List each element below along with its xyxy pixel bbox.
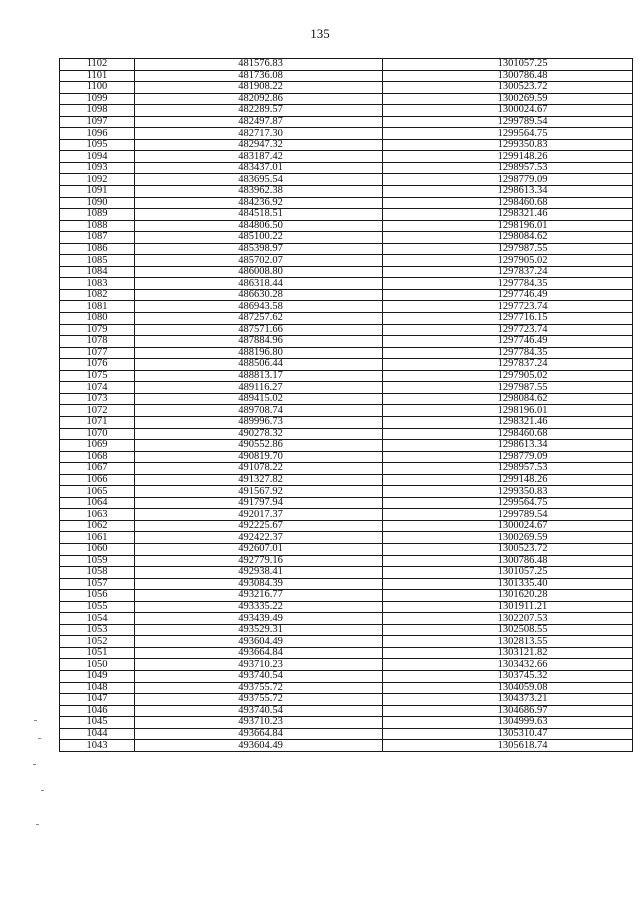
y-coordinate-cell: 1299148.26 — [383, 151, 633, 163]
y-coordinate-cell: 1302508.55 — [383, 624, 633, 636]
table-row — [60, 162, 633, 174]
table-row — [60, 670, 633, 682]
y-coordinate-cell: 1299350.83 — [383, 486, 633, 498]
table-row — [60, 393, 633, 405]
point-number-cell: 1073 — [60, 393, 135, 405]
x-coordinate-cell: 487257.62 — [135, 313, 383, 325]
table-row — [60, 497, 633, 509]
table-row — [60, 70, 633, 82]
point-number-cell: 1080 — [60, 313, 135, 325]
point-number-cell: 1083 — [60, 278, 135, 290]
point-number-cell: 1087 — [60, 232, 135, 244]
x-coordinate-cell: 487884.96 — [135, 336, 383, 348]
y-coordinate-cell: 1301620.28 — [383, 590, 633, 602]
point-number-cell: 1043 — [60, 740, 135, 752]
point-number-cell: 1098 — [60, 105, 135, 117]
y-coordinate-cell: 1297987.55 — [383, 382, 633, 394]
table-row — [60, 186, 633, 198]
x-coordinate-cell: 483695.54 — [135, 174, 383, 186]
y-coordinate-cell: 1304686.97 — [383, 705, 633, 717]
x-coordinate-cell: 489116.27 — [135, 382, 383, 394]
y-coordinate-cell: 1305310.47 — [383, 728, 633, 740]
x-coordinate-cell: 484806.50 — [135, 220, 383, 232]
table-row — [60, 567, 633, 579]
table-row — [60, 682, 633, 694]
y-coordinate-cell: 1297837.24 — [383, 266, 633, 278]
table-row — [60, 555, 633, 567]
point-number-cell: 1076 — [60, 359, 135, 371]
table-row — [60, 694, 633, 706]
y-coordinate-cell: 1301335.40 — [383, 578, 633, 590]
point-number-cell: 1070 — [60, 428, 135, 440]
x-coordinate-cell: 493755.72 — [135, 694, 383, 706]
point-number-cell: 1094 — [60, 151, 135, 163]
point-number-cell: 1064 — [60, 497, 135, 509]
page-number: 135 — [310, 26, 330, 41]
point-number-cell: 1077 — [60, 347, 135, 359]
table-row — [60, 151, 633, 163]
x-coordinate-cell: 484236.92 — [135, 197, 383, 209]
x-coordinate-cell: 483437.01 — [135, 162, 383, 174]
point-number-cell: 1101 — [60, 70, 135, 82]
y-coordinate-cell: 1299148.26 — [383, 474, 633, 486]
table-row — [60, 301, 633, 313]
y-coordinate-cell: 1300786.48 — [383, 555, 633, 567]
point-number-cell: 1082 — [60, 289, 135, 301]
table-row — [60, 624, 633, 636]
y-coordinate-cell: 1300269.59 — [383, 532, 633, 544]
table-row — [60, 520, 633, 532]
point-number-cell: 1049 — [60, 670, 135, 682]
point-number-cell: 1097 — [60, 116, 135, 128]
table-row — [60, 232, 633, 244]
point-number-cell: 1088 — [60, 220, 135, 232]
point-number-cell: 1048 — [60, 682, 135, 694]
table-row — [60, 451, 633, 463]
point-number-cell: 1044 — [60, 728, 135, 740]
point-number-cell: 1095 — [60, 139, 135, 151]
x-coordinate-cell: 487571.66 — [135, 324, 383, 336]
y-coordinate-cell: 1304999.63 — [383, 717, 633, 729]
point-number-cell: 1050 — [60, 659, 135, 671]
point-number-cell: 1052 — [60, 636, 135, 648]
table-row — [60, 647, 633, 659]
point-number-cell: 1091 — [60, 186, 135, 198]
x-coordinate-cell: 485100.22 — [135, 232, 383, 244]
table-row — [60, 590, 633, 602]
x-coordinate-cell: 481736.08 — [135, 70, 383, 82]
table-row — [60, 197, 633, 209]
x-coordinate-cell: 483962.38 — [135, 186, 383, 198]
y-coordinate-cell: 1300786.48 — [383, 70, 633, 82]
table-row — [60, 289, 633, 301]
table-row — [60, 543, 633, 555]
y-coordinate-cell: 1297987.55 — [383, 243, 633, 255]
table-row — [60, 728, 633, 740]
table-row — [60, 266, 633, 278]
x-coordinate-cell: 493604.49 — [135, 740, 383, 752]
table-row — [60, 382, 633, 394]
x-coordinate-cell: 491078.22 — [135, 463, 383, 475]
y-coordinate-cell: 1303121.82 — [383, 647, 633, 659]
x-coordinate-cell: 486008.80 — [135, 266, 383, 278]
x-coordinate-cell: 493084.39 — [135, 578, 383, 590]
x-coordinate-cell: 489996.73 — [135, 416, 383, 428]
y-coordinate-cell: 1297723.74 — [383, 324, 633, 336]
point-number-cell: 1081 — [60, 301, 135, 313]
table-row — [60, 463, 633, 475]
x-coordinate-cell: 492422.37 — [135, 532, 383, 544]
table-row — [60, 359, 633, 371]
y-coordinate-cell: 1298084.62 — [383, 393, 633, 405]
point-number-cell: 1063 — [60, 509, 135, 521]
point-number-cell: 1092 — [60, 174, 135, 186]
y-coordinate-cell: 1297784.35 — [383, 278, 633, 290]
x-coordinate-cell: 482092.86 — [135, 93, 383, 105]
table-row — [60, 532, 633, 544]
y-coordinate-cell: 1298957.53 — [383, 463, 633, 475]
x-coordinate-cell: 489708.74 — [135, 405, 383, 417]
x-coordinate-cell: 493216.77 — [135, 590, 383, 602]
table-row — [60, 313, 633, 325]
x-coordinate-cell: 482717.30 — [135, 128, 383, 140]
x-coordinate-cell: 488506.44 — [135, 359, 383, 371]
y-coordinate-cell: 1298779.09 — [383, 174, 633, 186]
point-number-cell: 1053 — [60, 624, 135, 636]
y-coordinate-cell: 1298957.53 — [383, 162, 633, 174]
table-row — [60, 740, 633, 752]
x-coordinate-cell: 490552.86 — [135, 440, 383, 452]
table-row — [60, 59, 633, 71]
x-coordinate-cell: 488196.80 — [135, 347, 383, 359]
y-coordinate-cell: 1298196.01 — [383, 220, 633, 232]
table-row — [60, 486, 633, 498]
y-coordinate-cell: 1299564.75 — [383, 128, 633, 140]
point-number-cell: 1056 — [60, 590, 135, 602]
x-coordinate-cell: 493740.54 — [135, 705, 383, 717]
point-number-cell: 1075 — [60, 370, 135, 382]
y-coordinate-cell: 1297905.02 — [383, 255, 633, 267]
y-coordinate-cell: 1303432.66 — [383, 659, 633, 671]
scan-edge-marks — [32, 720, 52, 840]
y-coordinate-cell: 1299789.54 — [383, 509, 633, 521]
y-coordinate-cell: 1298460.68 — [383, 428, 633, 440]
x-coordinate-cell: 493604.49 — [135, 636, 383, 648]
coordinates-table — [59, 58, 633, 752]
x-coordinate-cell: 493755.72 — [135, 682, 383, 694]
y-coordinate-cell: 1299564.75 — [383, 497, 633, 509]
point-number-cell: 1090 — [60, 197, 135, 209]
point-number-cell: 1066 — [60, 474, 135, 486]
y-coordinate-cell: 1297905.02 — [383, 370, 633, 382]
x-coordinate-cell: 493710.23 — [135, 659, 383, 671]
x-coordinate-cell: 481576.83 — [135, 59, 383, 71]
table-row — [60, 659, 633, 671]
x-coordinate-cell: 485702.07 — [135, 255, 383, 267]
y-coordinate-cell: 1303745.32 — [383, 670, 633, 682]
x-coordinate-cell: 493529.31 — [135, 624, 383, 636]
y-coordinate-cell: 1300024.67 — [383, 105, 633, 117]
point-number-cell: 1067 — [60, 463, 135, 475]
y-coordinate-cell: 1301057.25 — [383, 567, 633, 579]
x-coordinate-cell: 493740.54 — [135, 670, 383, 682]
x-coordinate-cell: 482947.32 — [135, 139, 383, 151]
x-coordinate-cell: 492225.67 — [135, 520, 383, 532]
y-coordinate-cell: 1299789.54 — [383, 116, 633, 128]
point-number-cell: 1045 — [60, 717, 135, 729]
y-coordinate-cell: 1300024.67 — [383, 520, 633, 532]
y-coordinate-cell: 1301057.25 — [383, 59, 633, 71]
coordinates-table-body — [60, 59, 633, 752]
x-coordinate-cell: 492938.41 — [135, 567, 383, 579]
y-coordinate-cell: 1298460.68 — [383, 197, 633, 209]
point-number-cell: 1054 — [60, 613, 135, 625]
point-number-cell: 1100 — [60, 82, 135, 94]
point-number-cell: 1055 — [60, 601, 135, 613]
x-coordinate-cell: 483187.42 — [135, 151, 383, 163]
y-coordinate-cell: 1299350.83 — [383, 139, 633, 151]
table-row — [60, 705, 633, 717]
point-number-cell: 1072 — [60, 405, 135, 417]
table-row — [60, 613, 633, 625]
table-row — [60, 116, 633, 128]
y-coordinate-cell: 1300523.72 — [383, 82, 633, 94]
x-coordinate-cell: 493664.84 — [135, 647, 383, 659]
point-number-cell: 1089 — [60, 209, 135, 221]
point-number-cell: 1062 — [60, 520, 135, 532]
table-row — [60, 82, 633, 94]
table-row — [60, 347, 633, 359]
y-coordinate-cell: 1297723.74 — [383, 301, 633, 313]
table-row — [60, 416, 633, 428]
y-coordinate-cell: 1298321.46 — [383, 416, 633, 428]
table-row — [60, 440, 633, 452]
x-coordinate-cell: 490278.32 — [135, 428, 383, 440]
point-number-cell: 1047 — [60, 694, 135, 706]
point-number-cell: 1086 — [60, 243, 135, 255]
point-number-cell: 1060 — [60, 543, 135, 555]
point-number-cell: 1058 — [60, 567, 135, 579]
table-row — [60, 717, 633, 729]
table-row — [60, 370, 633, 382]
table-row — [60, 474, 633, 486]
x-coordinate-cell: 486943.58 — [135, 301, 383, 313]
y-coordinate-cell: 1298196.01 — [383, 405, 633, 417]
x-coordinate-cell: 486318.44 — [135, 278, 383, 290]
point-number-cell: 1069 — [60, 440, 135, 452]
x-coordinate-cell: 484518.51 — [135, 209, 383, 221]
point-number-cell: 1099 — [60, 93, 135, 105]
x-coordinate-cell: 488813.17 — [135, 370, 383, 382]
y-coordinate-cell: 1298613.34 — [383, 186, 633, 198]
table-row — [60, 93, 633, 105]
x-coordinate-cell: 491567.92 — [135, 486, 383, 498]
table-row — [60, 336, 633, 348]
y-coordinate-cell: 1298779.09 — [383, 451, 633, 463]
y-coordinate-cell: 1300269.59 — [383, 93, 633, 105]
x-coordinate-cell: 481908.22 — [135, 82, 383, 94]
y-coordinate-cell: 1298084.62 — [383, 232, 633, 244]
x-coordinate-cell: 493664.84 — [135, 728, 383, 740]
x-coordinate-cell: 482497.87 — [135, 116, 383, 128]
point-number-cell: 1057 — [60, 578, 135, 590]
point-number-cell: 1071 — [60, 416, 135, 428]
point-number-cell: 1068 — [60, 451, 135, 463]
y-coordinate-cell: 1297716.15 — [383, 313, 633, 325]
y-coordinate-cell: 1298613.34 — [383, 440, 633, 452]
table-row — [60, 509, 633, 521]
y-coordinate-cell: 1302813.55 — [383, 636, 633, 648]
table-row — [60, 636, 633, 648]
x-coordinate-cell: 490819.70 — [135, 451, 383, 463]
point-number-cell: 1096 — [60, 128, 135, 140]
point-number-cell: 1078 — [60, 336, 135, 348]
table-row — [60, 139, 633, 151]
x-coordinate-cell: 486630.28 — [135, 289, 383, 301]
point-number-cell: 1065 — [60, 486, 135, 498]
table-row — [60, 220, 633, 232]
x-coordinate-cell: 489415.02 — [135, 393, 383, 405]
table-row — [60, 278, 633, 290]
point-number-cell: 1051 — [60, 647, 135, 659]
table-row — [60, 209, 633, 221]
point-number-cell: 1074 — [60, 382, 135, 394]
point-number-cell: 1084 — [60, 266, 135, 278]
y-coordinate-cell: 1304373.21 — [383, 694, 633, 706]
table-row — [60, 601, 633, 613]
point-number-cell: 1061 — [60, 532, 135, 544]
y-coordinate-cell: 1297837.24 — [383, 359, 633, 371]
table-row — [60, 174, 633, 186]
point-number-cell: 1085 — [60, 255, 135, 267]
y-coordinate-cell: 1304059.08 — [383, 682, 633, 694]
y-coordinate-cell: 1298321.46 — [383, 209, 633, 221]
x-coordinate-cell: 492017.37 — [135, 509, 383, 521]
x-coordinate-cell: 492607.01 — [135, 543, 383, 555]
table-row — [60, 578, 633, 590]
y-coordinate-cell: 1302207.53 — [383, 613, 633, 625]
x-coordinate-cell: 492779.16 — [135, 555, 383, 567]
y-coordinate-cell: 1297746.49 — [383, 336, 633, 348]
table-row — [60, 428, 633, 440]
table-row — [60, 243, 633, 255]
point-number-cell: 1102 — [60, 59, 135, 71]
point-number-cell: 1046 — [60, 705, 135, 717]
table-row — [60, 105, 633, 117]
x-coordinate-cell: 493439.49 — [135, 613, 383, 625]
y-coordinate-cell: 1300523.72 — [383, 543, 633, 555]
x-coordinate-cell: 493710.23 — [135, 717, 383, 729]
x-coordinate-cell: 485398.97 — [135, 243, 383, 255]
x-coordinate-cell: 491327.82 — [135, 474, 383, 486]
x-coordinate-cell: 493335.22 — [135, 601, 383, 613]
x-coordinate-cell: 491797.94 — [135, 497, 383, 509]
point-number-cell: 1079 — [60, 324, 135, 336]
y-coordinate-cell: 1297784.35 — [383, 347, 633, 359]
point-number-cell: 1059 — [60, 555, 135, 567]
x-coordinate-cell: 482289.57 — [135, 105, 383, 117]
table-row — [60, 324, 633, 336]
table-row — [60, 405, 633, 417]
y-coordinate-cell: 1301911.21 — [383, 601, 633, 613]
table-row — [60, 255, 633, 267]
y-coordinate-cell: 1297746.49 — [383, 289, 633, 301]
point-number-cell: 1093 — [60, 162, 135, 174]
table-row — [60, 128, 633, 140]
y-coordinate-cell: 1305618.74 — [383, 740, 633, 752]
